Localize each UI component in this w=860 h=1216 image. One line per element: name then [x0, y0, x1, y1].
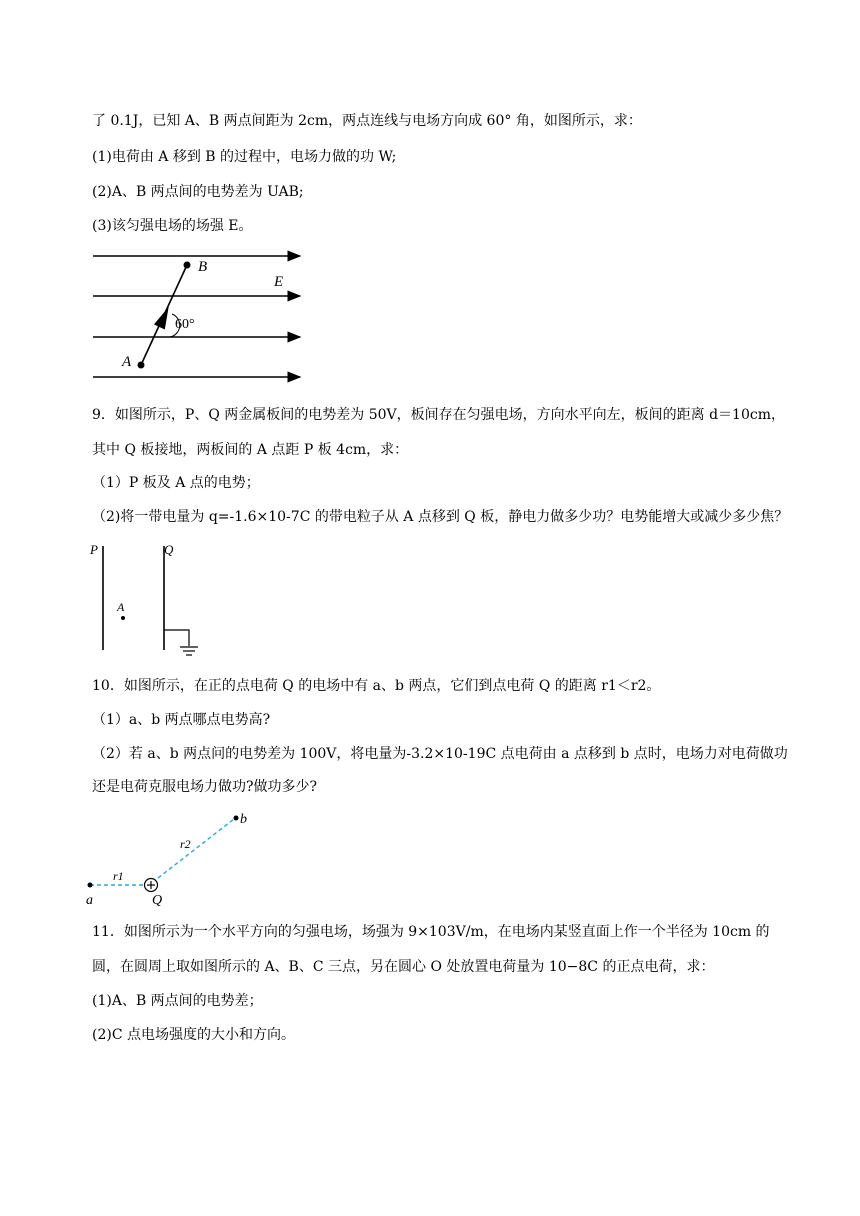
label-angle: 60° — [175, 317, 195, 332]
segment-arrow — [154, 304, 174, 329]
q10-charge-figure — [80, 808, 260, 908]
point-A — [121, 616, 125, 620]
label-P: P — [90, 542, 98, 557]
q8-part2: (2)A、B 两点间的电势差为 UAB; — [92, 184, 304, 200]
point-b — [234, 816, 239, 821]
q9-part1: （1）P 板及 A 点的电势； — [92, 475, 260, 491]
label-B: B — [198, 259, 208, 275]
label-a: a — [86, 893, 93, 908]
q10-part2-line2: 还是电荷克服电场力做功?做功多少? — [92, 779, 318, 795]
q8-intro: 了 0.1J，已知 A、B 两点间距为 2cm，两点连线与电场方向成 60° 角，如图所示，求： — [92, 113, 642, 129]
point-A — [138, 362, 145, 369]
q11-line2: 圆，在圆周上取如图所示的 A、B、C 三点，另在圆心 O 处放置电荷量为 10−8C 的正点电荷，求： — [92, 959, 715, 975]
q8-field-figure — [88, 246, 308, 386]
point-B — [184, 262, 191, 269]
label-E: E — [274, 274, 284, 290]
r2-line — [158, 819, 234, 878]
label-A: A — [122, 354, 132, 370]
q9-part2: （2)将一带电量为 q=-1.6×10-7C 的带电粒子从 A 点移到 Q 板，静电力做多少功？电势能增大或减少多少焦？ — [92, 509, 789, 525]
ground-wire — [164, 630, 189, 646]
q10-part2-line1: （2）若 a、b 两点问的电势差为 100V，将电量为-3.2×10-19C 点电荷由 a 点移到 b 点时，电场力对电荷做功 — [92, 746, 788, 762]
label-Q: Q — [152, 893, 163, 908]
q10-line1: 10．如图所示，在正的点电荷 Q 的电场中有 a、b 两点，它们到点电荷 Q 的距离 r1＜r2。 — [92, 678, 661, 694]
q9-line2: 其中 Q 板接地，两板间的 A 点距 P 板 4cm，求： — [92, 442, 409, 458]
label-b: b — [240, 812, 247, 827]
label-r1: r1 — [113, 869, 124, 883]
q8-part1: (1)电荷由 A 移到 B 的过程中，电场力做的功 W; — [92, 149, 397, 165]
q11-line1: 11．如图所示为一个水平方向的匀强电场，场强为 9×103V/m，在电场内某竖直面上作一个半径为 10cm 的 — [92, 924, 770, 940]
label-Q: Q — [164, 542, 174, 557]
q11-part2: (2)C 点电场强度的大小和方向。 — [92, 1027, 295, 1043]
label-A: A — [117, 600, 125, 614]
q9-plates-figure — [86, 538, 216, 664]
label-r2: r2 — [180, 837, 191, 851]
q9-line1: 9．如图所示，P、Q 两金属板间的电势差为 50V，板间存在匀强电场，方向水平向左，板间的距离 d＝10cm， — [92, 407, 785, 423]
q8-part3: (3)该匀强电场的场强 E。 — [92, 218, 253, 234]
point-a — [88, 883, 93, 888]
q10-part1: （1）a、b 两点哪点电势高? — [92, 712, 271, 728]
q11-part1: (1)A、B 两点间的电势差； — [92, 993, 263, 1009]
